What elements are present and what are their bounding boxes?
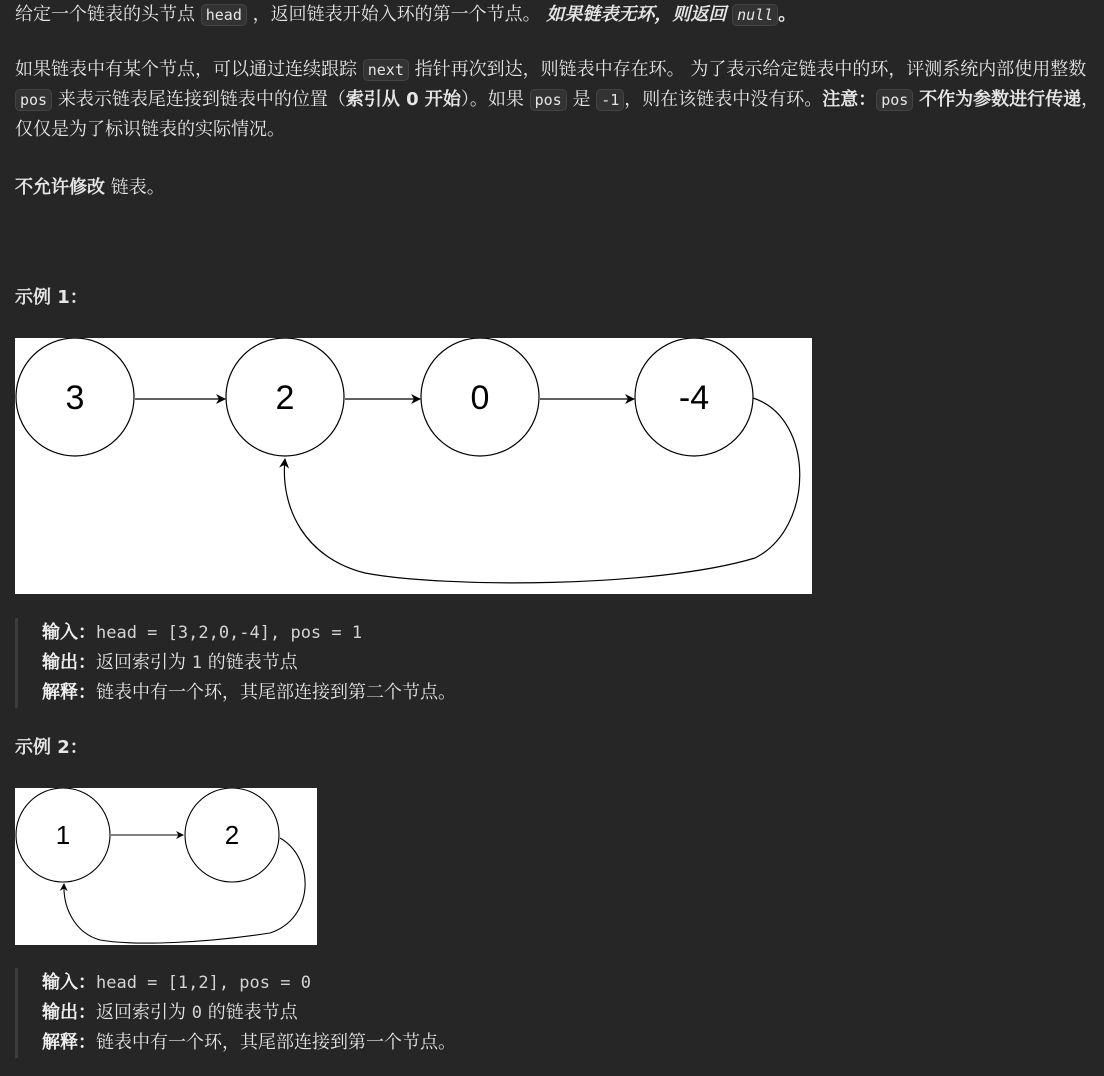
input-label: 输入： <box>42 622 96 643</box>
example-2-title: 示例 2： <box>15 737 88 758</box>
no-modify-paragraph <box>15 173 165 203</box>
cycle-explanation-paragraph <box>15 55 1100 145</box>
code-neg-one: -1 <box>596 89 624 111</box>
output-index: 1 <box>191 653 202 673</box>
example-1-title: 示例 1： <box>15 287 88 308</box>
output-label: 输出： <box>42 652 96 673</box>
code-null: null <box>732 4 778 26</box>
intro-paragraph <box>15 0 796 30</box>
code-pos: pos <box>15 89 52 111</box>
explain-text: 链表中有一个环，其尾部连接到第一个节点。 <box>96 1032 456 1053</box>
code-pos-3: pos <box>876 89 913 111</box>
output-text-2: 的链表节点 <box>207 652 298 673</box>
example-1-input-line <box>42 618 1042 648</box>
example-2-figure <box>15 788 317 945</box>
output-text-1: 返回索引为 <box>96 652 186 673</box>
input-label: 输入： <box>42 972 96 993</box>
intro-text-1: 给定一个链表的头节点 <box>15 4 195 25</box>
intro-text-2: ，返回链表开始入环的第一个节点。 <box>252 4 541 25</box>
no-modify-bold: 不允许修改 <box>15 177 105 198</box>
example-2-input-line <box>42 968 1042 998</box>
explain-label: 解释： <box>42 682 96 703</box>
input-value: head = [1,2], pos = 0 <box>96 973 311 993</box>
example-1-output-line <box>42 648 1042 678</box>
para2-text-5: 是 <box>572 89 591 110</box>
example-1-explain-line <box>42 678 1042 708</box>
para2-bold-index: 索引从 0 开始 <box>345 89 461 110</box>
para2-text-7: ，仅仅是为了标识链表的实际情况。 <box>15 89 1100 140</box>
intro-emphasis: 如果链表无环，则返回 <box>546 4 727 25</box>
input-value: head = [3,2,0,-4], pos = 1 <box>96 623 363 643</box>
node-label: 2 <box>275 379 295 417</box>
para2-note-label: 注意： <box>822 89 877 110</box>
para2-text-2: 指针再次到达，则链表中存在环。 为了表示给定链表中的环，评测系统内部使用整数 <box>414 59 1087 80</box>
para2-text-6: ，则在该链表中没有环。 <box>624 89 823 110</box>
example-2-output-line <box>42 998 1042 1028</box>
node-label: 2 <box>224 820 240 850</box>
explain-text: 链表中有一个环，其尾部连接到第二个节点。 <box>96 682 456 703</box>
code-head: head <box>201 4 247 26</box>
node-label: -4 <box>678 379 710 417</box>
output-label: 输出： <box>42 1002 96 1023</box>
linked-list-diagram-2 <box>15 788 317 945</box>
para2-bold-not-param: 不作为参数进行传递 <box>919 89 1082 110</box>
example-2-explain-line <box>42 1028 1042 1058</box>
output-index: 0 <box>191 1003 202 1023</box>
output-text-2: 的链表节点 <box>207 1002 298 1023</box>
no-modify-text: 链表。 <box>110 177 165 198</box>
example-2-io <box>15 968 1042 1058</box>
para2-text-1: 如果链表中有某个节点，可以通过连续跟踪 <box>15 59 357 80</box>
node-label: 0 <box>470 379 490 417</box>
example-1-io <box>15 618 1042 708</box>
explain-label: 解释： <box>42 1032 96 1053</box>
node-label: 3 <box>65 379 85 417</box>
node-label: 1 <box>55 820 71 850</box>
output-text-1: 返回索引为 <box>96 1002 186 1023</box>
example-1-figure <box>15 338 812 594</box>
code-next: next <box>363 59 409 81</box>
para2-text-4: ）。如果 <box>460 89 524 110</box>
linked-list-diagram-1 <box>15 338 812 594</box>
code-pos-2: pos <box>530 89 567 111</box>
para2-text-3: 来表示链表尾连接到链表中的位置（ <box>57 89 346 110</box>
intro-emphasis-end: 。 <box>778 4 797 25</box>
